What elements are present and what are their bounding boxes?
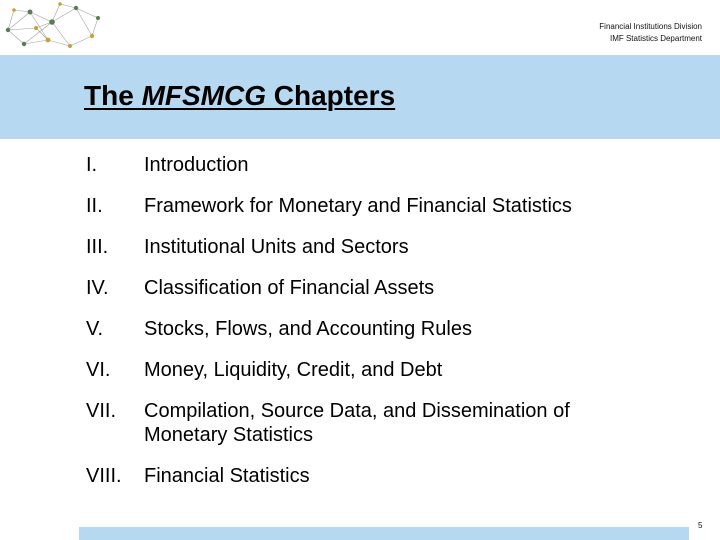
chapter-title: Institutional Units and Sectors xyxy=(144,236,409,258)
chapter-item xyxy=(86,194,686,218)
chapter-title: Framework for Monetary and Financial Statistics xyxy=(144,195,572,217)
chapter-number: IV. xyxy=(86,277,109,299)
chapter-item xyxy=(86,464,686,488)
department-label: IMF Statistics Department xyxy=(609,34,702,43)
chapter-number: I. xyxy=(86,154,98,176)
chapter-item xyxy=(86,358,686,382)
title-italic: MFSMCG xyxy=(141,80,266,111)
chapter-number: VIII. xyxy=(86,465,122,487)
chapter-title: Money, Liquidity, Credit, and Debt xyxy=(144,359,443,381)
chapter-number: III. xyxy=(86,236,109,258)
division-label: Financial Institutions Division xyxy=(599,22,702,31)
chapter-item xyxy=(86,153,686,177)
chapter-title: Classification of Financial Assets xyxy=(144,277,435,299)
chapter-item xyxy=(86,235,686,259)
header-text xyxy=(599,21,702,45)
chapter-item xyxy=(86,276,686,300)
chapter-number: VII. xyxy=(86,400,117,422)
page-number: 5 xyxy=(698,521,703,530)
chapter-title: Stocks, Flows, and Accounting Rules xyxy=(144,318,472,340)
chapter-number: V. xyxy=(86,318,104,340)
footer-bar xyxy=(79,527,689,540)
network-graph-icon xyxy=(0,0,110,56)
title-suffix: Chapters xyxy=(266,80,396,111)
chapter-number: II. xyxy=(86,195,103,217)
chapter-list xyxy=(86,153,686,488)
chapter-title: Financial Statistics xyxy=(144,465,310,487)
chapter-item xyxy=(86,317,686,341)
chapter-title: Introduction xyxy=(144,154,249,176)
chapter-title: Compilation, Source Data, and Dissemination of Monetary Statistics xyxy=(144,400,570,446)
title-prefix: The xyxy=(84,80,142,111)
chapter-number: VI. xyxy=(86,359,111,381)
page-title xyxy=(84,80,395,112)
chapter-item xyxy=(86,399,606,447)
